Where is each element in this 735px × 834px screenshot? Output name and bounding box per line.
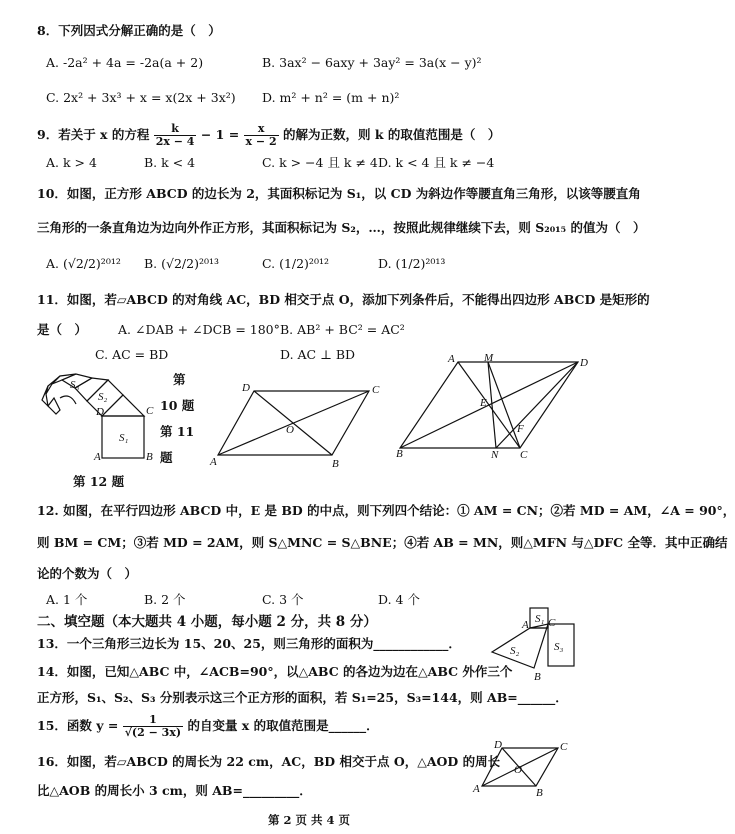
- fig16-label-c: C: [560, 741, 568, 753]
- q9-stem-mid: − 1 =: [200, 127, 240, 142]
- q9-stem-post: 的解为正数，则 k 的取值范围是（ ）: [283, 127, 501, 142]
- fig14-label-s2: S₂: [510, 645, 520, 657]
- fig14-label-s1: S₁: [535, 613, 545, 625]
- q9-option-b: B. k < 4: [144, 155, 196, 170]
- q15-num: 1: [123, 714, 183, 727]
- figure-q14-squares: [484, 604, 594, 684]
- fig-side-text-2: 10 题: [160, 398, 195, 413]
- q10-option-c: C. (1/2)²⁰¹²: [262, 256, 329, 271]
- figure-q16-parallelogram: [473, 739, 575, 799]
- q9-option-a: A. k > 4: [46, 155, 97, 170]
- fig11-label-d: D: [242, 382, 250, 394]
- q15-text: [37, 710, 379, 742]
- fig12-label-m: M: [484, 352, 494, 364]
- q10-line-1: 10．如图，正方形 ABCD 的边长为 2，其面积标记为 S₁，以 CD 为斜边作等腰直角三角形，以该等腰直角: [37, 186, 641, 201]
- fig11-label-c: C: [372, 384, 380, 396]
- q11-line-1: 11．如图，若▱ABCD 的对角线 AC，BD 相交于点 O，添加下列条件后，不能得出四边形 ABCD 是矩形的: [37, 292, 650, 307]
- q9-f1-den: 2x − 4: [155, 135, 195, 148]
- q8-option-a: A. -2a² + 4a = -2a(a + 2): [46, 55, 204, 70]
- q15-post: 的自变量 x 的取值范围是______．: [187, 718, 379, 733]
- fig12-label-f: F: [517, 423, 524, 435]
- fig12-label-a: A: [448, 353, 455, 365]
- q9-f2-num: x: [244, 123, 279, 136]
- fig10-label-c: C: [146, 405, 154, 417]
- q16-line-1: 16．如图，若▱ABCD 的周长为 22 cm，AC，BD 相交于点 O，△AOD 的周长: [37, 754, 501, 769]
- q8-stem: 8．下列因式分解正确的是（ ）: [37, 23, 221, 38]
- q10-option-b: B. (√2/2)²⁰¹³: [144, 256, 220, 271]
- fig16-label-a: A: [473, 783, 480, 795]
- fig12-label-d: D: [580, 357, 588, 369]
- fig14-label-b: B: [534, 671, 541, 683]
- fig11-label-b: B: [332, 458, 339, 470]
- q14-line-2: 正方形，S₁、S₂、S₃ 分别表示这三个正方形的面积，若 S₁=25，S₃=144，则 AB=______．: [37, 690, 568, 705]
- q11-line-2: 是（ ）: [37, 322, 88, 337]
- q9-f2-den: x − 2: [245, 135, 277, 148]
- q11-option-b: B. AB² + BC² = AC²: [280, 322, 405, 337]
- q12-option-a: A. 1 个: [46, 592, 88, 607]
- fig-side-text-1: 第: [173, 372, 186, 387]
- q8-option-b: B. 3ax² − 6axy + 3ay² = 3a(x − y)²: [262, 55, 482, 70]
- fig11-label-o: O: [286, 424, 294, 436]
- q9-fraction-2: [244, 123, 279, 148]
- fig16-label-d: D: [494, 739, 502, 751]
- q12-line-1: 12. 如图，在平行四边形 ABCD 中，E 是 BD 的中点，则下列四个结论：① AM = CN；②若 MD = AM，∠A = 90°，: [37, 503, 735, 518]
- q10-option-a: A. (√2/2)²⁰¹²: [46, 256, 121, 271]
- fig12-label-e: E: [480, 397, 487, 409]
- q11-option-a: A. ∠DAB + ∠DCB = 180°: [118, 322, 280, 337]
- q9-stem: [37, 118, 500, 152]
- q11-option-c: C. AC = BD: [95, 347, 169, 362]
- fig10-label-d: D: [96, 406, 104, 418]
- fig11-label-a: A: [210, 456, 217, 468]
- fig10-label-s3: S₃: [70, 379, 80, 391]
- q10-line-2: 三角形的一条直角边为边向外作正方形，其面积标记为 S₂，…，按照此规律继续下去，则 S₂₀₁₅ 的值为（ ）: [37, 220, 646, 235]
- fig10-label-a: A: [94, 451, 101, 463]
- section-2-heading: 二、填空题（本大题共 4 小题，每小题 2 分，共 8 分）: [37, 614, 377, 630]
- fig10-label-s2: S₂: [98, 391, 108, 403]
- q10-option-d: D. (1/2)²⁰¹³: [378, 256, 446, 271]
- fig14-label-c: C: [548, 617, 556, 629]
- fig-side-text-4: 题: [160, 450, 173, 465]
- q9-stem-pre: 9．若关于 x 的方程: [37, 127, 150, 142]
- figure-q11-parallelogram: [210, 382, 384, 470]
- fig12-label-b: B: [396, 448, 403, 460]
- q12-line-2: 则 BM = CM；③若 MD = 2AM，则 S△MNC = S△BNE；④若 AB = MN，则△MFN 与△DFC 全等．其中正确结: [37, 535, 728, 550]
- q15-den: √(2 − 3x): [124, 726, 182, 739]
- fig12-label-n: N: [491, 449, 499, 461]
- q13-text: 13．一个三角形三边长为 15、20、25，则三角形的面积为____________．: [37, 636, 461, 651]
- q14-line-1: 14．如图，已知△ABC 中，∠ACB=90°，以△ABC 的各边为边在△ABC 外作三个: [37, 664, 513, 679]
- q12-option-b: B. 2 个: [144, 592, 186, 607]
- page-footer: 第 2 页 共 4 页: [268, 813, 351, 827]
- fig14-label-s3: S₃: [554, 641, 564, 653]
- q11-option-d: D. AC ⊥ BD: [280, 347, 356, 362]
- q15-fraction: [123, 714, 183, 739]
- fig10-label-b: B: [146, 451, 153, 463]
- q8-option-d: D. m² + n² = (m + n)²: [262, 90, 400, 105]
- q12-line-3: 论的个数为（ ）: [37, 566, 138, 581]
- q16-line-2: 比△AOB 的周长小 3 cm，则 AB=_________．: [37, 783, 312, 798]
- q8-option-c: C. 2x² + 3x³ + x = x(2x + 3x²): [46, 90, 236, 105]
- fig14-label-a: A: [522, 619, 529, 631]
- fig12-caption: 第 12 题: [73, 474, 125, 489]
- q9-f1-num: k: [154, 123, 197, 136]
- q12-option-c: C. 3 个: [262, 592, 304, 607]
- fig16-label-o: O: [514, 764, 522, 776]
- q15-pre: 15．函数 y =: [37, 718, 119, 733]
- q9-option-d: D. k < 4 且 k ≠ −4: [378, 155, 495, 170]
- q12-option-d: D. 4 个: [378, 592, 420, 607]
- figure-q12-parallelogram: [396, 352, 600, 461]
- q9-option-c: C. k > −4 且 k ≠ 4: [262, 155, 378, 170]
- fig16-label-b: B: [536, 787, 543, 799]
- fig12-label-c: C: [520, 449, 528, 461]
- fig-side-text-3: 第 11: [160, 424, 195, 439]
- fig10-label-s1: S₁: [119, 432, 129, 444]
- q9-fraction-1: [154, 123, 197, 148]
